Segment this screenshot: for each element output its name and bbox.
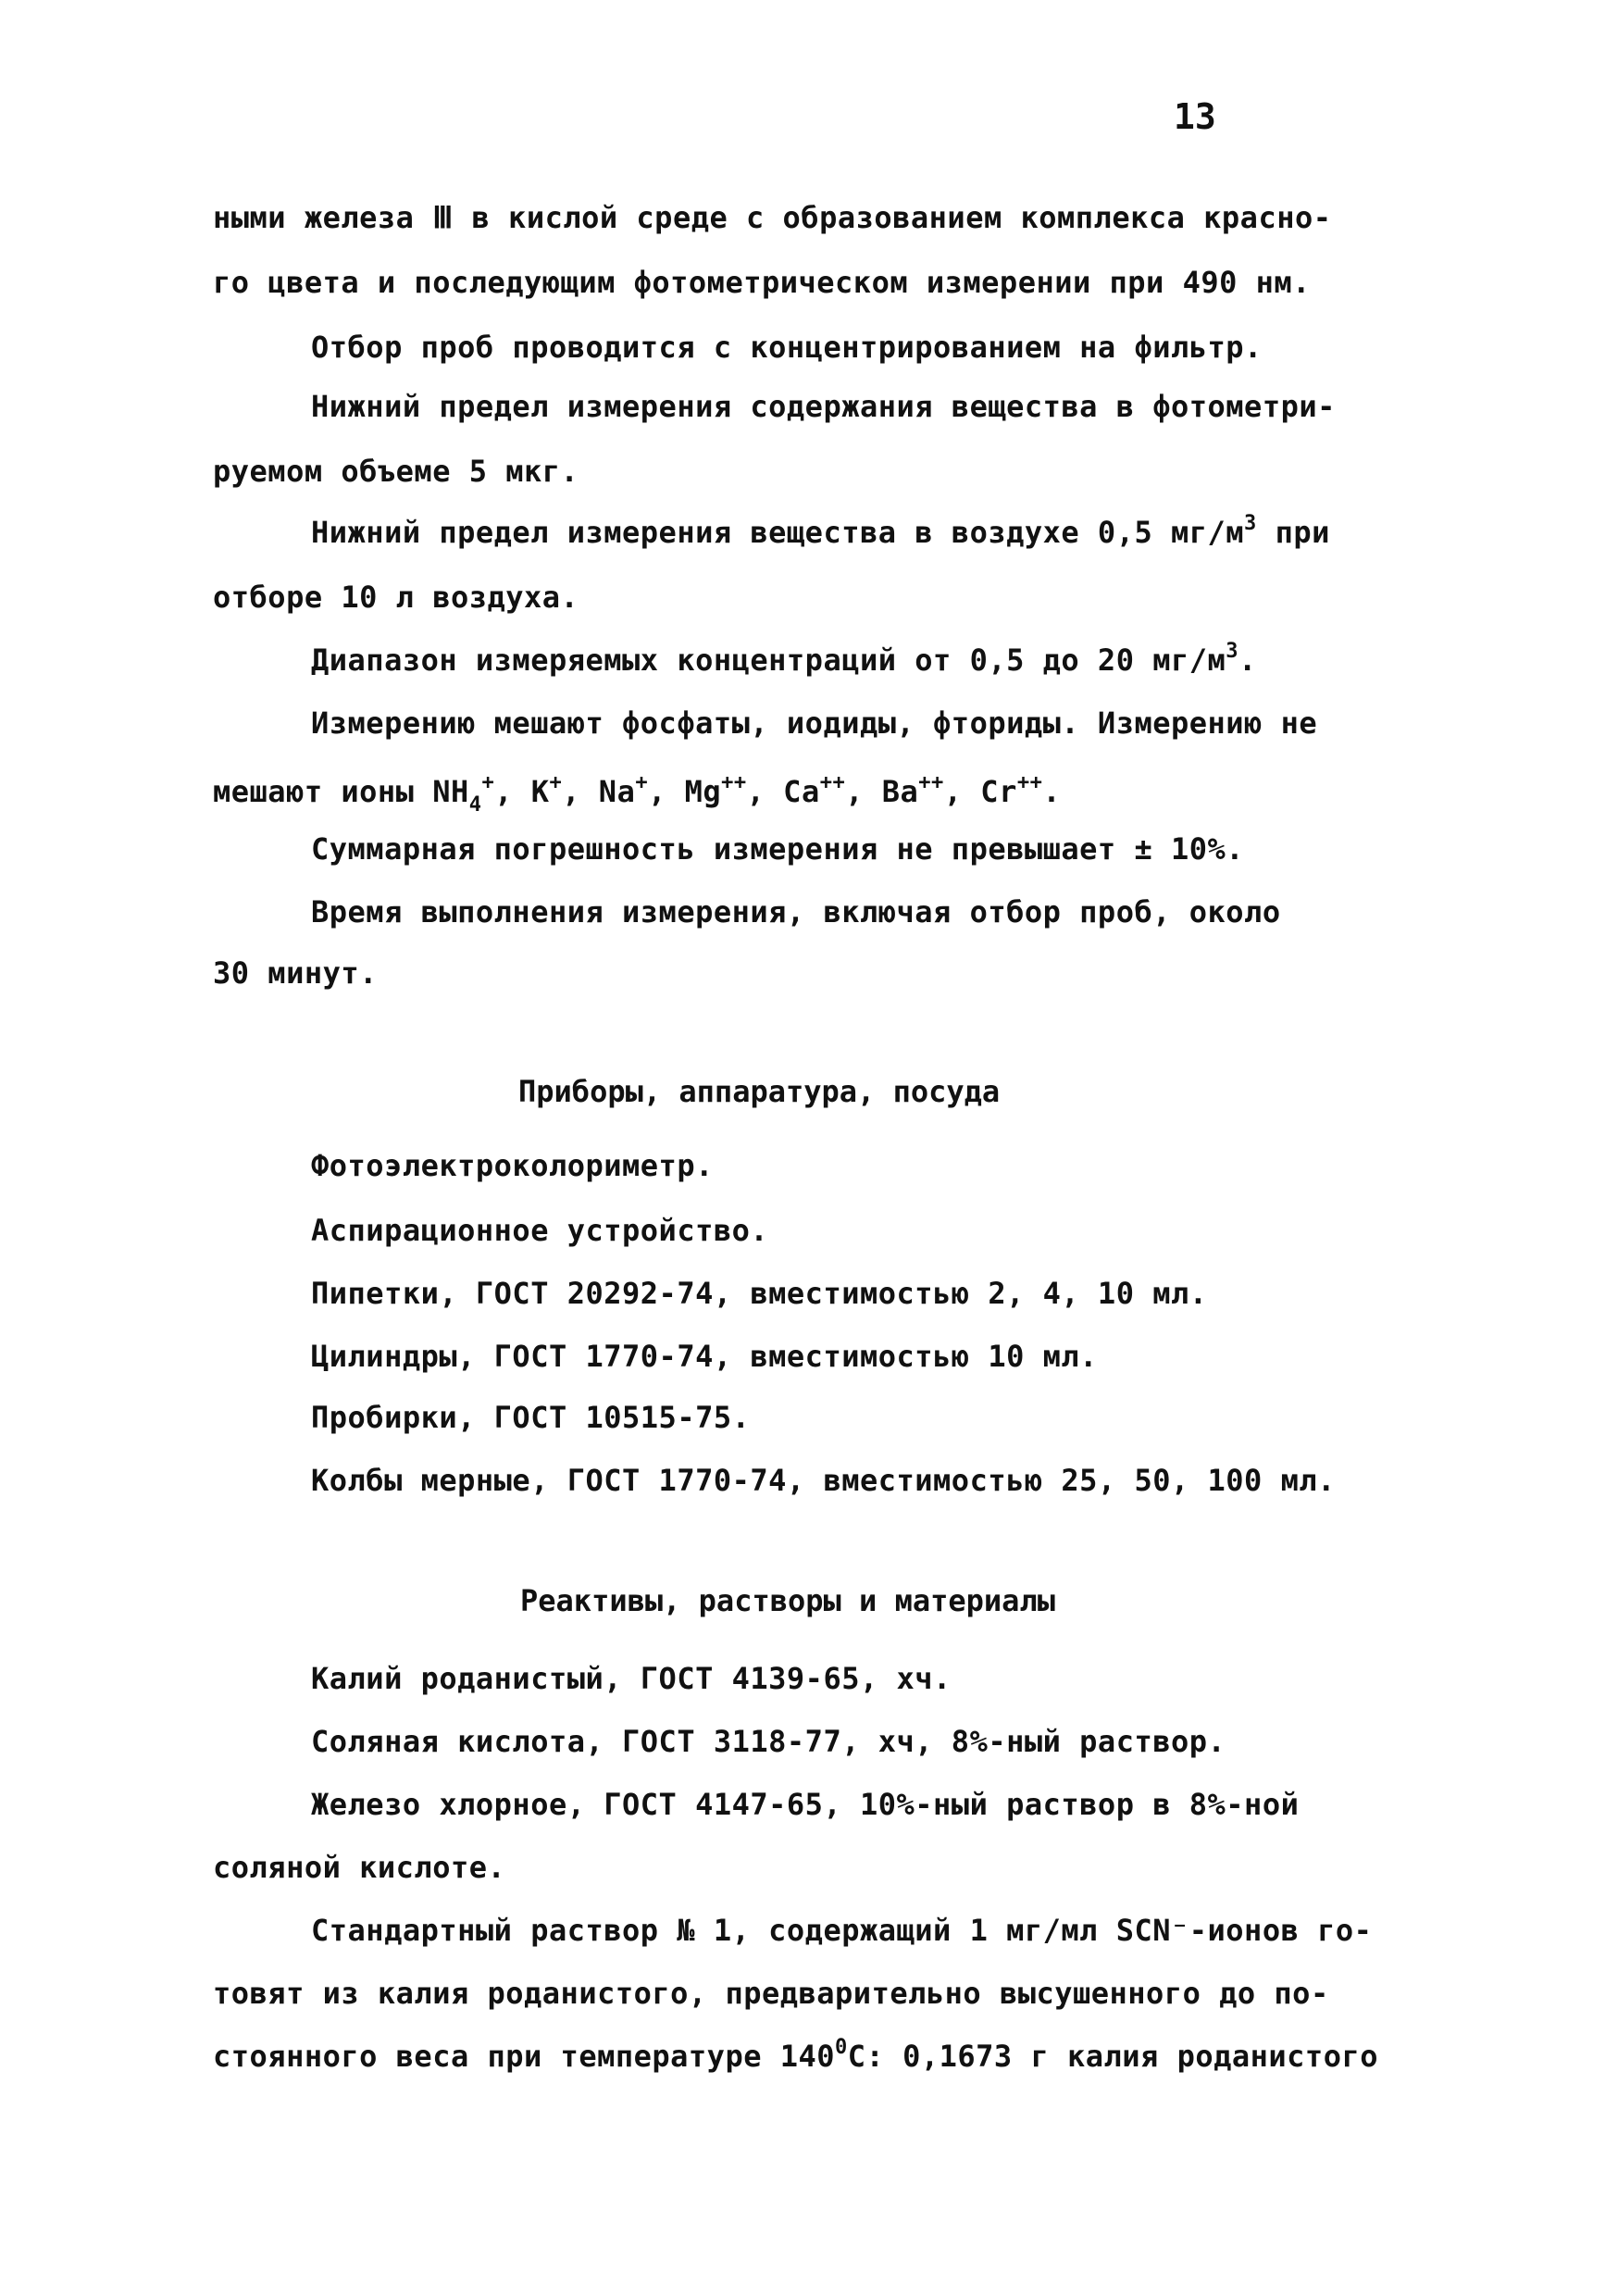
list-item: Калий роданистый, ГОСТ 4139-65, хч. [311, 1661, 952, 1696]
list-item: Пробирки, ГОСТ 10515-75. [311, 1400, 751, 1435]
text-run: мешают ионы NH [213, 774, 469, 809]
text-line: 30 минут. [213, 955, 378, 991]
text-line: Суммарная погрешность измерения не превышает ± 10%. [311, 831, 1245, 867]
superscript: ++ [918, 771, 944, 794]
text-line: соляной кислоте. [213, 1850, 506, 1885]
list-item: Соляная кислота, ГОСТ 3118-77, хч, 8%-ный раствор. [311, 1724, 1226, 1759]
text-run: стоянного веса при температуре 140 [213, 2039, 836, 2074]
text-run: . [1238, 643, 1257, 678]
text-line: отборе 10 л воздуха. [213, 580, 579, 615]
page-number: 13 [1174, 96, 1216, 137]
text-line: Стандартный раствор № 1, содержащий 1 мг/мл SCN⁻-ионов го- [311, 1913, 1373, 1948]
section-heading-reagents: Реактивы, растворы и материалы [520, 1583, 1055, 1618]
list-item: Пипетки, ГОСТ 20292-74, вместимостью 2, 4, 10 мл. [311, 1276, 1208, 1311]
list-item: Аспирационное устройство. [311, 1213, 769, 1248]
list-item: Цилиндры, ГОСТ 1770-74, вместимостью 10 мл. [311, 1339, 1098, 1374]
section-heading-equipment: Приборы, аппаратура, посуда [518, 1074, 1001, 1109]
text-line: Время выполнения измерения, включая отбор проб, около [311, 894, 1281, 930]
list-item: Фотоэлектроколориметр. [311, 1148, 714, 1183]
superscript: ++ [721, 771, 747, 794]
text-run: Нижний предел измерения вещества в воздухе 0,5 мг/м [311, 515, 1245, 550]
superscript: + [635, 771, 649, 794]
text-line: товят из калия роданистого, предварительно высушенного до по- [213, 1976, 1329, 2011]
superscript: + [549, 771, 563, 794]
text-run: , Ca [746, 774, 820, 809]
text-line [311, 640, 1257, 678]
text-line [311, 512, 1330, 550]
superscript: 3 [1244, 512, 1257, 535]
text-line: Железо хлорное, ГОСТ 4147-65, 10%-ный раствор в 8%-ной [311, 1787, 1300, 1822]
text-line: го цвета и последующим фотометрическом измерении при 490 нм. [213, 265, 1311, 300]
text-line: руемом объеме 5 мкг. [213, 454, 579, 489]
text-run: при [1256, 515, 1330, 550]
superscript: ++ [1016, 771, 1043, 794]
text-line: Отбор проб проводится с концентрированием на фильтр. [311, 330, 1263, 365]
superscript: 0 [835, 2036, 848, 2059]
text-run: , Cr [943, 774, 1017, 809]
text-run: С: 0,1673 г калия роданистого [847, 2039, 1378, 2074]
superscript: ++ [819, 771, 846, 794]
text-run: Диапазон измеряемых концентраций от 0,5 до 20 мг/м [311, 643, 1226, 678]
text-run: . [1042, 774, 1062, 809]
text-line [213, 2036, 1378, 2074]
text-run: , Mg [648, 774, 722, 809]
text-line: Нижний предел измерения содержания вещества в фотометри- [311, 389, 1336, 424]
text-run: , Na [562, 774, 636, 809]
superscript: 3 [1226, 640, 1239, 663]
superscript: + [481, 771, 495, 794]
text-run: , Ba [845, 774, 919, 809]
ions-line [213, 771, 1062, 817]
text-run: , K [494, 774, 550, 809]
text-line: ными железа Ⅲ в кислой среде с образованием комплекса красно- [213, 200, 1332, 235]
list-item: Колбы мерные, ГОСТ 1770-74, вместимостью 25, 50, 100 мл. [311, 1463, 1336, 1498]
subscript: 4 [468, 793, 482, 817]
text-line: Измерению мешают фосфаты, иодиды, фториды. Измерению не [311, 705, 1318, 741]
